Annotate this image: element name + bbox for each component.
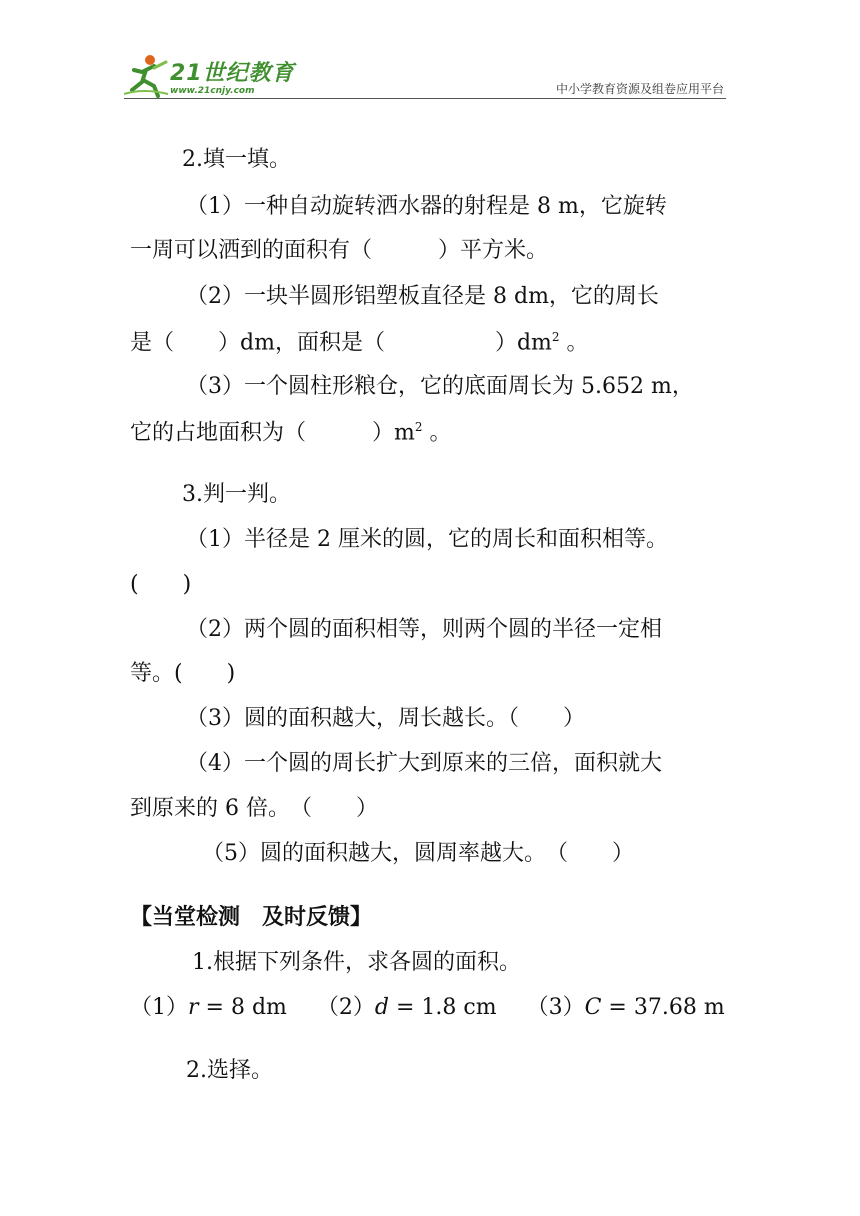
judge-q2-line1: （2）两个圆的面积相等，则两个圆的半径一定相 <box>186 617 662 642</box>
condition-3-variable: C <box>584 995 602 1020</box>
condition-2 <box>317 995 497 1020</box>
fill-q3-text: 它的占地面积为（ ）m <box>130 420 415 446</box>
condition-1 <box>130 995 287 1020</box>
fill-q3-line1: （3）一个圆柱形粮仓，它的底面周长为 5.652 m， <box>186 374 694 399</box>
judge-section-title: 3.判一判。 <box>182 482 291 507</box>
fill-q1-line1: （1）一种自动旋转洒水器的射程是 8 m，它旋转 <box>186 194 667 219</box>
judge-q5: （5）圆的面积越大，圆周率越大。 （ ） <box>202 841 634 866</box>
page-header <box>0 0 860 110</box>
condition-1-variable: r <box>188 995 199 1020</box>
judge-q4-line1: （4）一个圆的周长扩大到原来的三倍，面积就大 <box>186 751 662 776</box>
judge-q1-line2: ( ) <box>130 572 192 597</box>
test-q1-conditions <box>130 997 725 1019</box>
fill-q2-line2 <box>130 331 589 354</box>
test-q2-title: 2.选择。 <box>186 1058 273 1083</box>
fill-q2-text: 是（ ）dm，面积是（ ）dm <box>130 330 552 356</box>
judge-q2-line2: 等。( ) <box>130 661 236 686</box>
brand-name: 21世纪教育 <box>170 61 295 86</box>
fill-q3-end: 。 <box>422 420 452 446</box>
fill-q2-superscript: 2 <box>551 330 560 344</box>
condition-3 <box>527 995 725 1020</box>
fill-section-title: 2.填一填。 <box>182 147 291 172</box>
brand-url: www.21cnjy.com <box>170 86 255 96</box>
condition-2-label: （2） <box>316 995 375 1020</box>
test-heading: 【当堂检测 及时反馈】 <box>130 904 373 930</box>
header-tagline: 中小学教育资源及组卷应用平台 <box>555 82 724 96</box>
condition-2-value: = 1.8 cm <box>388 995 497 1020</box>
condition-2-variable: d <box>374 995 389 1020</box>
judge-q3: （3）圆的面积越大，周长越长。（ ） <box>186 706 585 731</box>
brand-logo <box>124 50 294 102</box>
judge-q4-line2: 到原来的 6 倍。 （ ） <box>130 796 378 821</box>
fill-q3-superscript: 2 <box>414 420 423 434</box>
condition-3-value: = 37.68 m <box>601 995 725 1020</box>
runner-logo-icon <box>124 50 170 98</box>
condition-3-label: （3） <box>526 995 585 1020</box>
judge-q1-line1: （1）半径是 2 厘米的圆，它的周长和面积相等。 <box>186 527 668 552</box>
fill-q2-line1: （2）一块半圆形铝塑板直径是 8 dm，它的周长 <box>186 284 659 309</box>
header-divider <box>124 98 726 99</box>
test-q1-title: 1.根据下列条件，求各圆的面积。 <box>192 950 521 975</box>
fill-q3-line2 <box>130 421 452 444</box>
fill-q1-line2: 一周可以洒到的面积有（ ）平方米。 <box>130 238 549 263</box>
condition-1-value: = 8 dm <box>198 995 287 1020</box>
fill-q2-end: 。 <box>559 330 589 356</box>
condition-1-label: （1） <box>130 995 188 1020</box>
